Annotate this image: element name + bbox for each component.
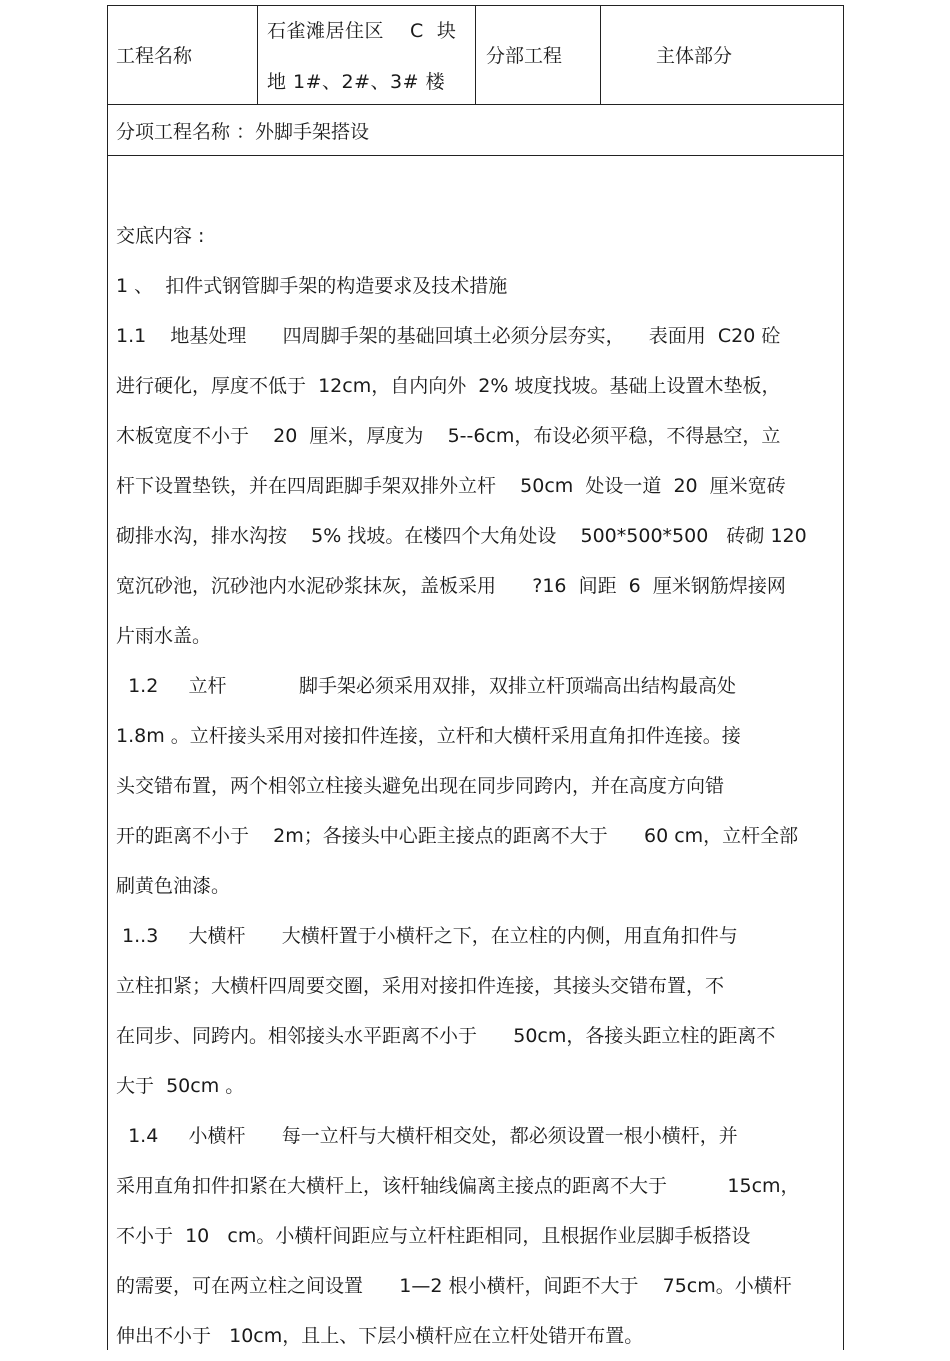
division-label: 分部工程 xyxy=(486,45,563,67)
content-line: 宽沉砂池，沉砂池内水泥砂浆抹灰，盖板采用 ?16 间距 6 厘米钢筋焊接网 xyxy=(116,575,786,597)
content-line: 1.4 小横杆 每一立杆与大横杆相交处，都必须设置一根小横杆，并 xyxy=(116,1125,738,1147)
content-line: 不小于 10 cm。小横杆间距应与立杆柱距相同，且根据作业层脚手板搭设 xyxy=(116,1225,751,1247)
content-line: 进行硬化，厚度不低于 12cm，自内向外 2% 坡度找坡。基础上设置木垫板， xyxy=(116,375,781,397)
content-line: 伸出不小于 10cm，且上、下层小横杆应在立杆处错开布置。 xyxy=(116,1325,644,1347)
content-line: 杆下设置垫铁，并在四周距脚手架双排外立杆 50cm 处设一道 20 厘米宽砖 xyxy=(116,475,786,497)
content-line: 开的距离不小于 2m；各接头中心距主接点的距离不大于 60 cm，立杆全部 xyxy=(116,825,799,847)
content-line: 刷黄色油漆。 xyxy=(116,875,231,897)
division-value-cell xyxy=(601,6,843,104)
project-label-cell xyxy=(108,6,258,104)
content-line: 立柱扣紧；大横杆四周要交圈，采用对接扣件连接，其接头交错布置，不 xyxy=(116,975,725,997)
content-line: 交底内容 : xyxy=(116,225,205,247)
subitem-row xyxy=(108,105,843,156)
project-name-line2: 地 1#、2#、3# 楼 xyxy=(267,71,446,93)
content-line: 在同步、同跨内。相邻接头水平距离不小于 50cm，各接头距立柱的距离不 xyxy=(116,1025,776,1047)
project-name-cell xyxy=(258,6,476,104)
project-label: 工程名称 xyxy=(116,45,193,67)
division-value: 主体部分 xyxy=(656,45,733,67)
content-line: 的需要，可在两立柱之间设置 1—2 根小横杆，间距不大于 75cm。小横杆 xyxy=(116,1275,792,1297)
content-line: 采用直角扣件扣紧在大横杆上，该杆轴线偏离主接点的距离不大于 15cm， xyxy=(116,1175,800,1197)
content-line: 1..3 大横杆 大横杆置于小横杆之下，在立柱的内侧，用直角扣件与 xyxy=(116,925,738,947)
content-line: 砌排水沟，排水沟按 5% 找坡。在楼四个大角处设 500*500*500 砖砌 120 xyxy=(116,525,807,547)
project-name-line1: 石雀滩居住区 C 块 xyxy=(267,20,457,42)
header-row xyxy=(108,6,843,105)
disclosure-table xyxy=(107,5,844,1350)
content-line: 木板宽度不小于 20 厘米，厚度为 5--6cm，布设必须平稳，不得悬空，立 xyxy=(116,425,781,447)
content-line: 1.8m 。立杆接头采用对接扣件连接，立杆和大横杆采用直角扣件连接。接 xyxy=(116,725,741,747)
content-line: 1 、 扣件式钢管脚手架的构造要求及技术措施 xyxy=(116,275,508,297)
subitem-label: 分项工程名称 ：外脚手架搭设 xyxy=(116,121,370,143)
division-label-cell xyxy=(476,6,601,104)
content-line: 1.1 地基处理 四周脚手架的基础回填土必须分层夯实， 表面用 C20 砼 xyxy=(116,325,781,347)
content-line: 1.2 立杆 脚手架必须采用双排，双排立杆顶端高出结构最高处 xyxy=(116,675,736,697)
content-line: 头交错布置，两个相邻立柱接头避免出现在同步同跨内，并在高度方向错 xyxy=(116,775,725,797)
content-line: 片雨水盖。 xyxy=(116,625,212,647)
content-line: 大于 50cm 。 xyxy=(116,1075,245,1097)
disclosure-content xyxy=(116,211,835,1361)
